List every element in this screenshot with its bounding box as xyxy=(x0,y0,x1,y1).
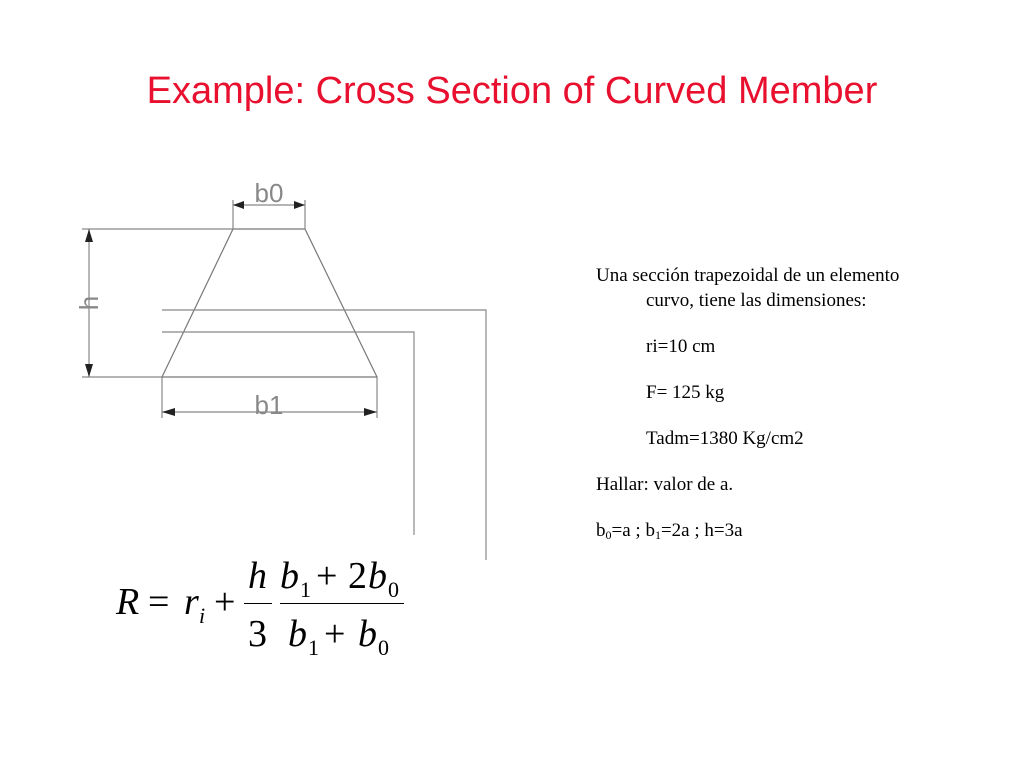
b1-arrow-left xyxy=(162,408,175,416)
force-value: F= 125 kg xyxy=(646,382,725,403)
radius-formula xyxy=(112,555,412,665)
b0-label: b0 xyxy=(254,178,284,208)
h-arrow-bottom xyxy=(85,364,93,377)
formula-plus-3: + xyxy=(324,613,346,655)
formula-plus-2: + xyxy=(316,555,338,597)
inner-radius-value: ri=10 cm xyxy=(646,336,716,357)
find-statement: Hallar: valor de a. xyxy=(596,474,734,495)
formula-denominator-b1: b xyxy=(288,613,307,655)
formula-numerator-b1: b xyxy=(280,555,299,597)
h-arrow-top xyxy=(85,229,93,242)
problem-statement xyxy=(596,263,916,543)
formula-two: 2 xyxy=(348,555,367,597)
relation-part-2: =2a ; h=3a xyxy=(660,520,743,541)
b0-arrow-left xyxy=(233,201,244,209)
formula-r-subscript: i xyxy=(199,603,206,628)
relation-b0-subscript: 0 xyxy=(605,528,612,542)
formula-fraction-bar-2 xyxy=(280,603,404,604)
allowable-stress-value: Tadm=1380 Kg/cm2 xyxy=(646,428,804,449)
formula-denominator-b1-subscript: 1 xyxy=(308,635,319,660)
formula-h: h xyxy=(248,555,267,597)
formula-numerator-b0: b xyxy=(368,555,387,597)
dimension-relations xyxy=(596,518,916,543)
relation-b0-letter: b xyxy=(596,520,606,541)
inner-radius-reference-line xyxy=(162,332,414,535)
formula-equals: = xyxy=(148,581,170,623)
relation-part-1: =a ; xyxy=(611,520,646,541)
b0-arrow-right xyxy=(294,201,305,209)
problem-intro: Una sección trapezoidal de un elemento curvo, tiene las dimensiones: xyxy=(596,265,900,311)
trapezoid-shape xyxy=(162,229,377,377)
formula-numerator-b0-subscript: 0 xyxy=(388,577,399,602)
b1-arrow-right xyxy=(364,408,377,416)
formula-numerator-b1-subscript: 1 xyxy=(300,577,311,602)
formula-r: r xyxy=(184,581,199,623)
relation-b1-letter: b xyxy=(645,520,655,541)
formula-fraction-bar-1 xyxy=(244,603,272,604)
formula-R: R xyxy=(116,581,140,623)
formula-denominator-b0-subscript: 0 xyxy=(378,635,389,660)
centroid-reference-line xyxy=(162,310,486,560)
formula-denominator-b0: b xyxy=(358,613,377,655)
h-label: h xyxy=(74,295,104,311)
formula-plus-1: + xyxy=(214,581,236,623)
b1-label: b1 xyxy=(254,390,284,420)
formula-three: 3 xyxy=(248,613,267,655)
slide-title: Example: Cross Section of Curved Member xyxy=(146,70,878,112)
relation-b1-subscript: 1 xyxy=(654,528,661,542)
